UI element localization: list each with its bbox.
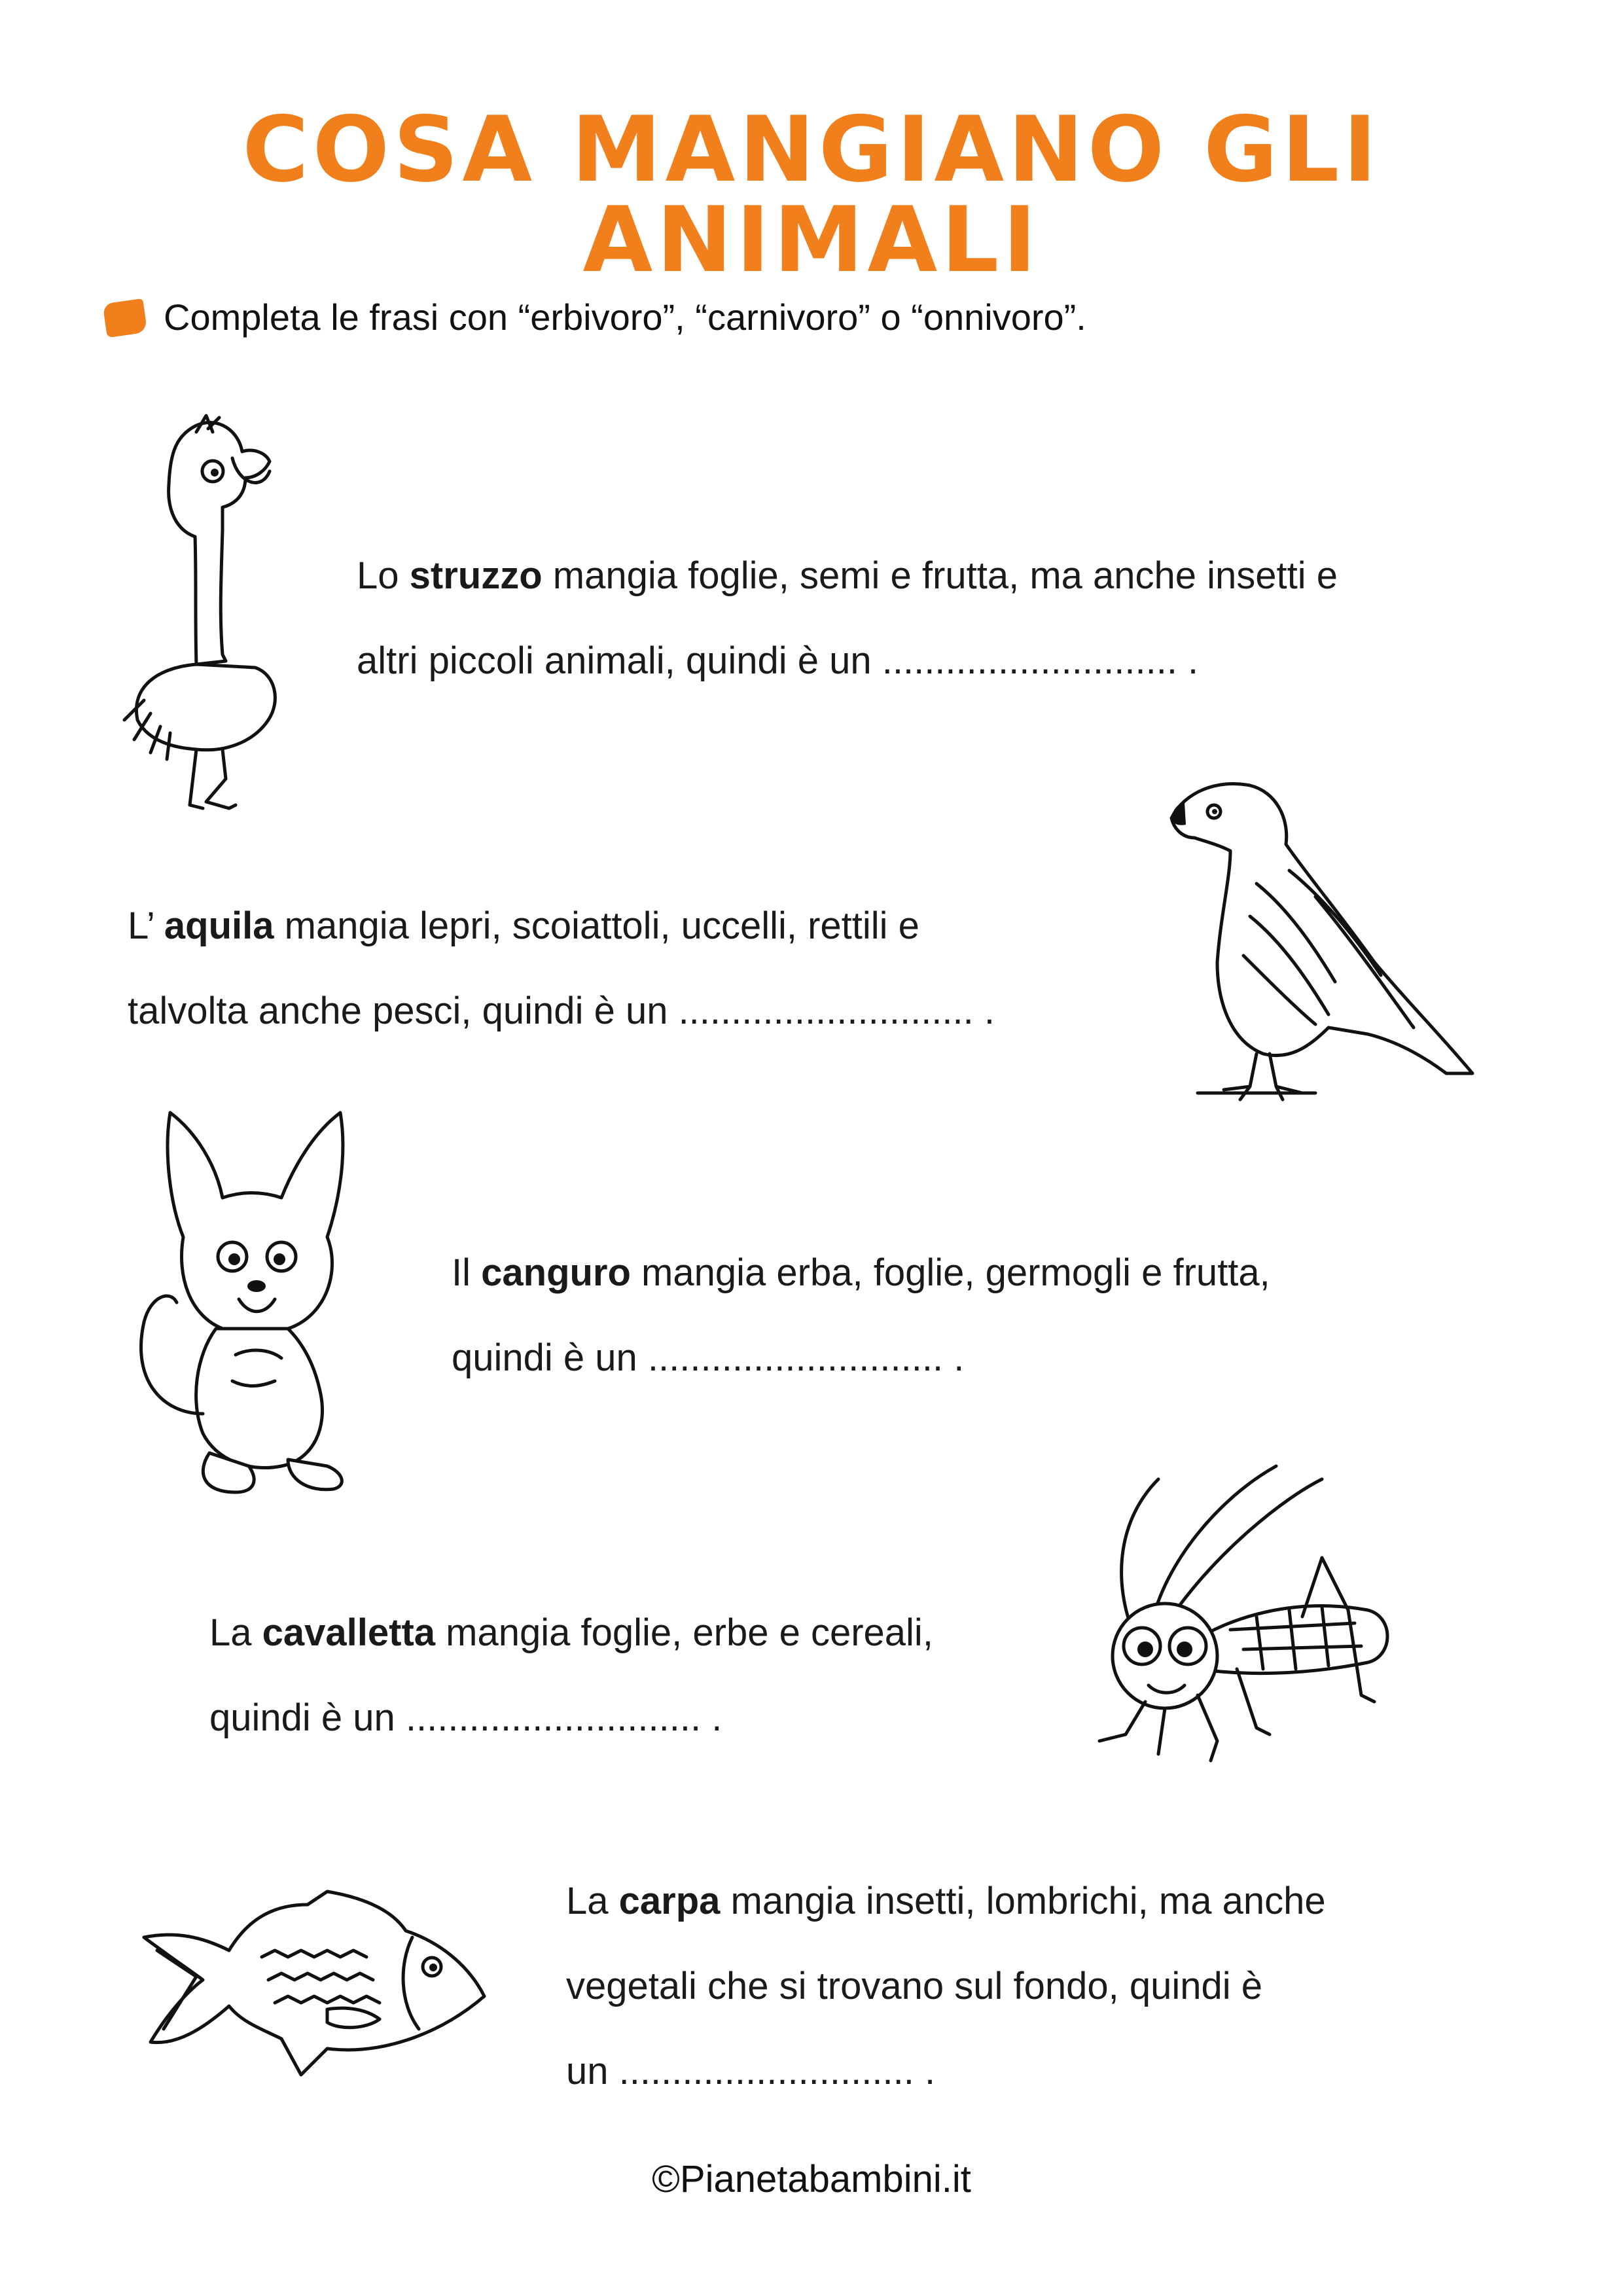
sentence-eagle: L’ aquila mangia lepri, scoiattoli, uccelli, rettili e talvolta anche pesci, quindi è un ............................ . bbox=[128, 884, 995, 1054]
sentence-kangaroo: Il canguro mangia erba, foglie, germogli e frutta, quindi è un ............................ . bbox=[452, 1230, 1270, 1401]
animal-name-ostrich: struzzo bbox=[409, 554, 543, 597]
eagle-icon bbox=[1158, 766, 1486, 1106]
kangaroo-icon bbox=[118, 1106, 380, 1512]
grasshopper-icon bbox=[1086, 1460, 1400, 1767]
answer-blank-eagle: talvolta anche pesci, quindi è un ............................ . bbox=[128, 990, 995, 1032]
sentence-ostrich: Lo struzzo mangia foglie, semi e frutta, ma anche insetti e altri piccoli animali, quindi è un ............................ . bbox=[357, 533, 1338, 704]
answer-blank-ostrich: altri piccoli animali, quindi è un ............................ . bbox=[357, 639, 1199, 682]
animal-name-eagle: aquila bbox=[164, 905, 274, 947]
instruction-text: Completa le frasi con “erbivoro”, “carnivoro” o “onnivoro”. bbox=[164, 296, 1086, 338]
animal-name-kangaroo: canguro bbox=[481, 1251, 631, 1294]
animal-name-grasshopper: cavalletta bbox=[262, 1611, 436, 1654]
carp-fish-icon bbox=[131, 1859, 497, 2108]
answer-blank-carp: un ............................ . bbox=[566, 2050, 936, 2092]
sentence-grasshopper: La cavalletta mangia foglie, erbe e cereali, quindi è un ............................ . bbox=[209, 1590, 933, 1761]
bullet-icon bbox=[103, 298, 148, 338]
ostrich-icon bbox=[98, 412, 334, 831]
answer-blank-kangaroo: quindi è un ............................ . bbox=[452, 1336, 965, 1379]
animal-name-carp: carpa bbox=[618, 1880, 721, 1922]
copyright-footer: ©Pianetabambini.it bbox=[652, 2158, 971, 2200]
sentence-carp: La carpa mangia insetti, lombrichi, ma anche vegetali che si trovano sul fondo, quindi è un ............................ . bbox=[566, 1859, 1326, 2114]
answer-blank-grasshopper: quindi è un ............................ . bbox=[209, 1696, 722, 1739]
page-title: COSA MANGIANO GLI ANIMALI bbox=[242, 97, 1381, 293]
